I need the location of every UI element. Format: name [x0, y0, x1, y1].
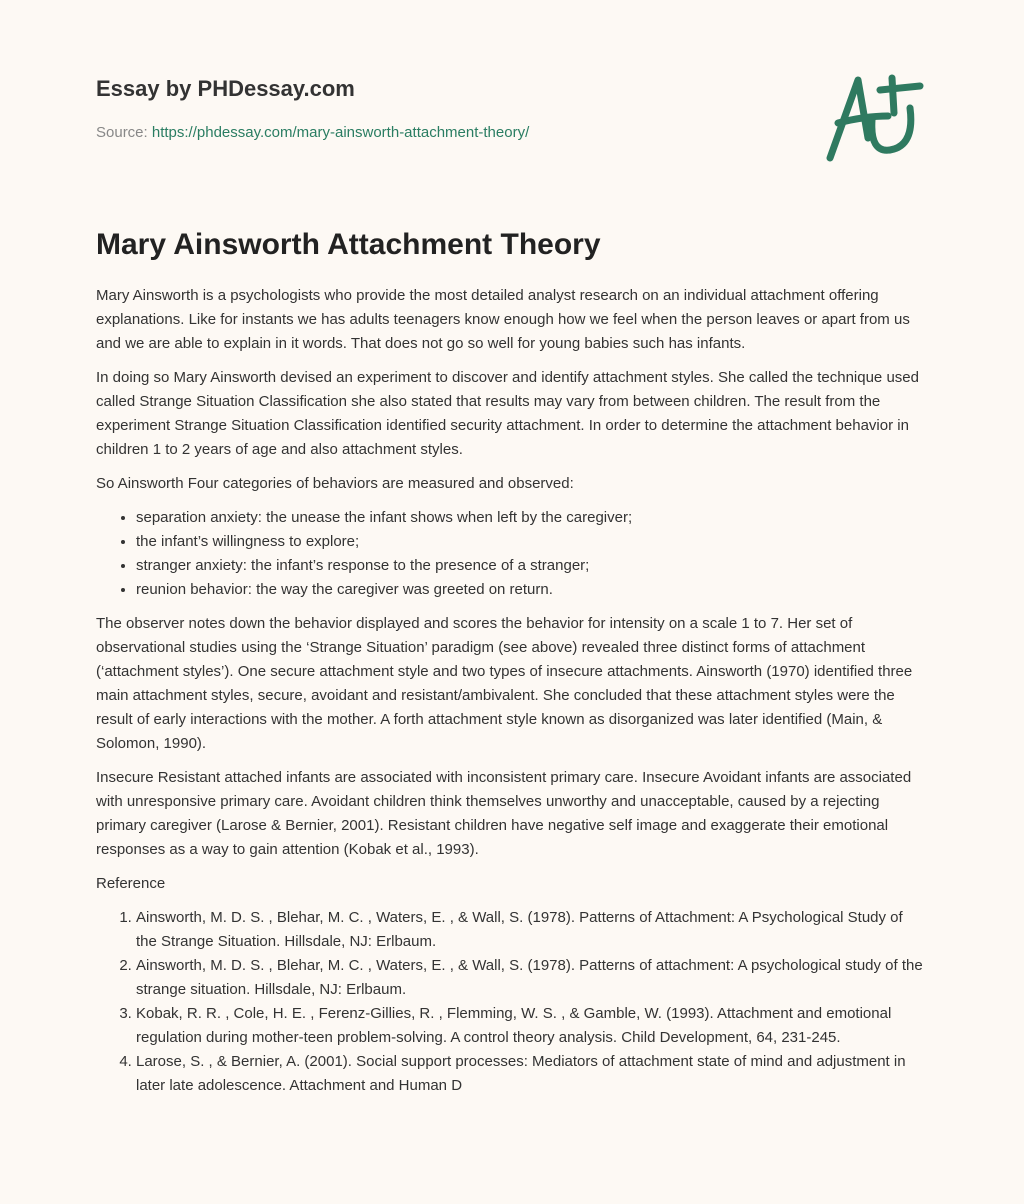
list-item: • the infant’s willingness to explore;	[136, 530, 926, 554]
list-item: • separation anxiety: the unease the infant shows when left by the caregiver;	[136, 506, 926, 530]
source-line	[96, 124, 529, 141]
paragraph: Insecure Resistant attached infants are associated with inconsistent primary care. Insecure Avoidant infants are associated with unresponsive primary care. Avoidant children think themselves unworthy and unacceptable, caused by a rejecting primary caregiver (Larose & Bernier, 2001). Resistant children have negative self image and exaggerate their emotional responses as a way to gain attention (Kobak et al., 1993).	[96, 769, 912, 858]
paragraph: Mary Ainsworth is a psychologists who provide the most detailed analyst research on an individual attachment offering explanations. Like for instants we has adults teenagers know enough how we feel when the person leaves or apart from us and we are able to explain in it words. That does not go so well for young babies such has infants.	[96, 287, 910, 352]
reference-item: 3. Kobak, R. R. , Cole, H. E. , Ferenz-Gillies, R. , Flemming, W. S. , & Gamble, W. (1993). Attachment and emotional regulation during mother-teen problem-solving. A control theory analysis. Child Development, 64, 231-245.	[136, 1002, 926, 1050]
reference-item: 2. Ainsworth, M. D. S. , Blehar, M. C. , Waters, E. , & Wall, S. (1978). Patterns of attachment: A psychological study of the strange situation. Hillsdale, NJ: Erlbaum.	[136, 954, 926, 1002]
site-title: Essay by PHDessay.com	[96, 76, 355, 101]
source-link[interactable]: https://phdessay.com/mary-ainsworth-attachment-theory/	[151, 124, 530, 141]
essay-title: Mary Ainsworth Attachment Theory	[96, 228, 601, 261]
reference-item: 1. Ainsworth, M. D. S. , Blehar, M. C. , Waters, E. , & Wall, S. (1978). Patterns of Attachment: A Psychological Study of the Strange Situation. Hillsdale, NJ: Erlbaum.	[136, 906, 926, 954]
essay-body	[96, 226, 926, 1108]
reference-heading: Reference	[96, 875, 166, 892]
reference-list	[96, 906, 926, 1098]
source-label: Source:	[96, 124, 148, 141]
paragraph: So Ainsworth Four categories of behaviors are measured and observed:	[96, 475, 574, 492]
behavior-list	[96, 506, 926, 602]
reference-item: 4. Larose, S. , & Bernier, A. (2001). Social support processes: Mediators of attachment state of mind and adjustment in later late adolescence. Attachment and Human D	[136, 1050, 926, 1098]
a-plus-logo-icon	[820, 68, 930, 168]
list-item: • reunion behavior: the way the caregiver was greeted on return.	[136, 578, 926, 602]
list-item: • stranger anxiety: the infant’s response to the presence of a stranger;	[136, 554, 926, 578]
paragraph: The observer notes down the behavior displayed and scores the behavior for intensity on a scale 1 to 7. Her set of observational studies using the ‘Strange Situation’ paradigm (see above) revealed three distinct forms of attachment (‘attachment styles’). One secure attachment style and two types of insecure attachments. Ainsworth (1970) identified three main attachment styles, secure, avoidant and resistant/ambivalent. She concluded that these attachment styles were the result of early interactions with the mother. A forth attachment style known as disorganized was later identified (Main, & Solomon, 1990).	[96, 615, 913, 752]
paragraph: In doing so Mary Ainsworth devised an experiment to discover and identify attachment styles. She called the technique used called Strange Situation Classification she also stated that results may vary from between children. The result from the experiment Strange Situation Classification identified security attachment. In order to determine the attachment behavior in children 1 to 2 years of age and also attachment styles.	[96, 369, 919, 458]
